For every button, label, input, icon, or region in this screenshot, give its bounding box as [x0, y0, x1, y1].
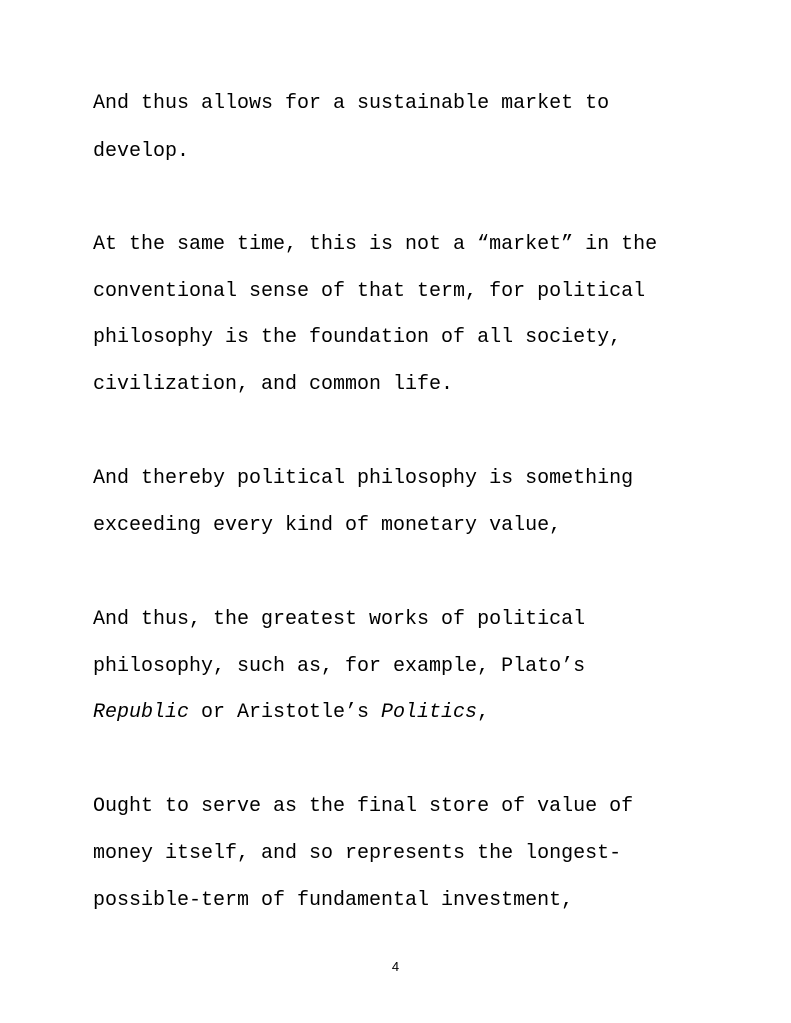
book-title-politics: Politics: [381, 701, 478, 724]
paragraph-1-line-2: develop.: [93, 140, 190, 163]
paragraph-3-line-1: And thereby political philosophy is something: [93, 467, 634, 490]
paragraph-2-line-3: philosophy is the foundation of all society,: [93, 326, 622, 349]
paragraph-3-line-2: exceeding every kind of monetary value,: [93, 514, 562, 537]
page-number: 4: [391, 959, 400, 974]
paragraph-2-line-2: conventional sense of that term, for political: [93, 280, 646, 303]
paragraph-5-line-1: Ought to serve as the final store of value of: [93, 795, 634, 818]
paragraph-5-line-3: possible-term of fundamental investment,: [93, 889, 574, 912]
trailing-punctuation: ,: [477, 701, 490, 724]
paragraph-4-line-1: And thus, the greatest works of political: [93, 608, 586, 631]
paragraph-5-line-2: money itself, and so represents the longest-: [93, 842, 622, 865]
paragraph-2-line-1: At the same time, this is not a “market” in the: [93, 233, 658, 256]
paragraph-4-line-2: philosophy, such as, for example, Plato’s: [93, 655, 586, 678]
paragraph-1-line-1: And thus allows for a sustainable market to: [93, 92, 610, 115]
paragraph-4-line-3: [93, 701, 489, 725]
book-title-republic: Republic: [93, 701, 190, 724]
title-connector: or Aristotle’s: [189, 701, 382, 724]
paragraph-2-line-4: civilization, and common life.: [93, 373, 454, 396]
